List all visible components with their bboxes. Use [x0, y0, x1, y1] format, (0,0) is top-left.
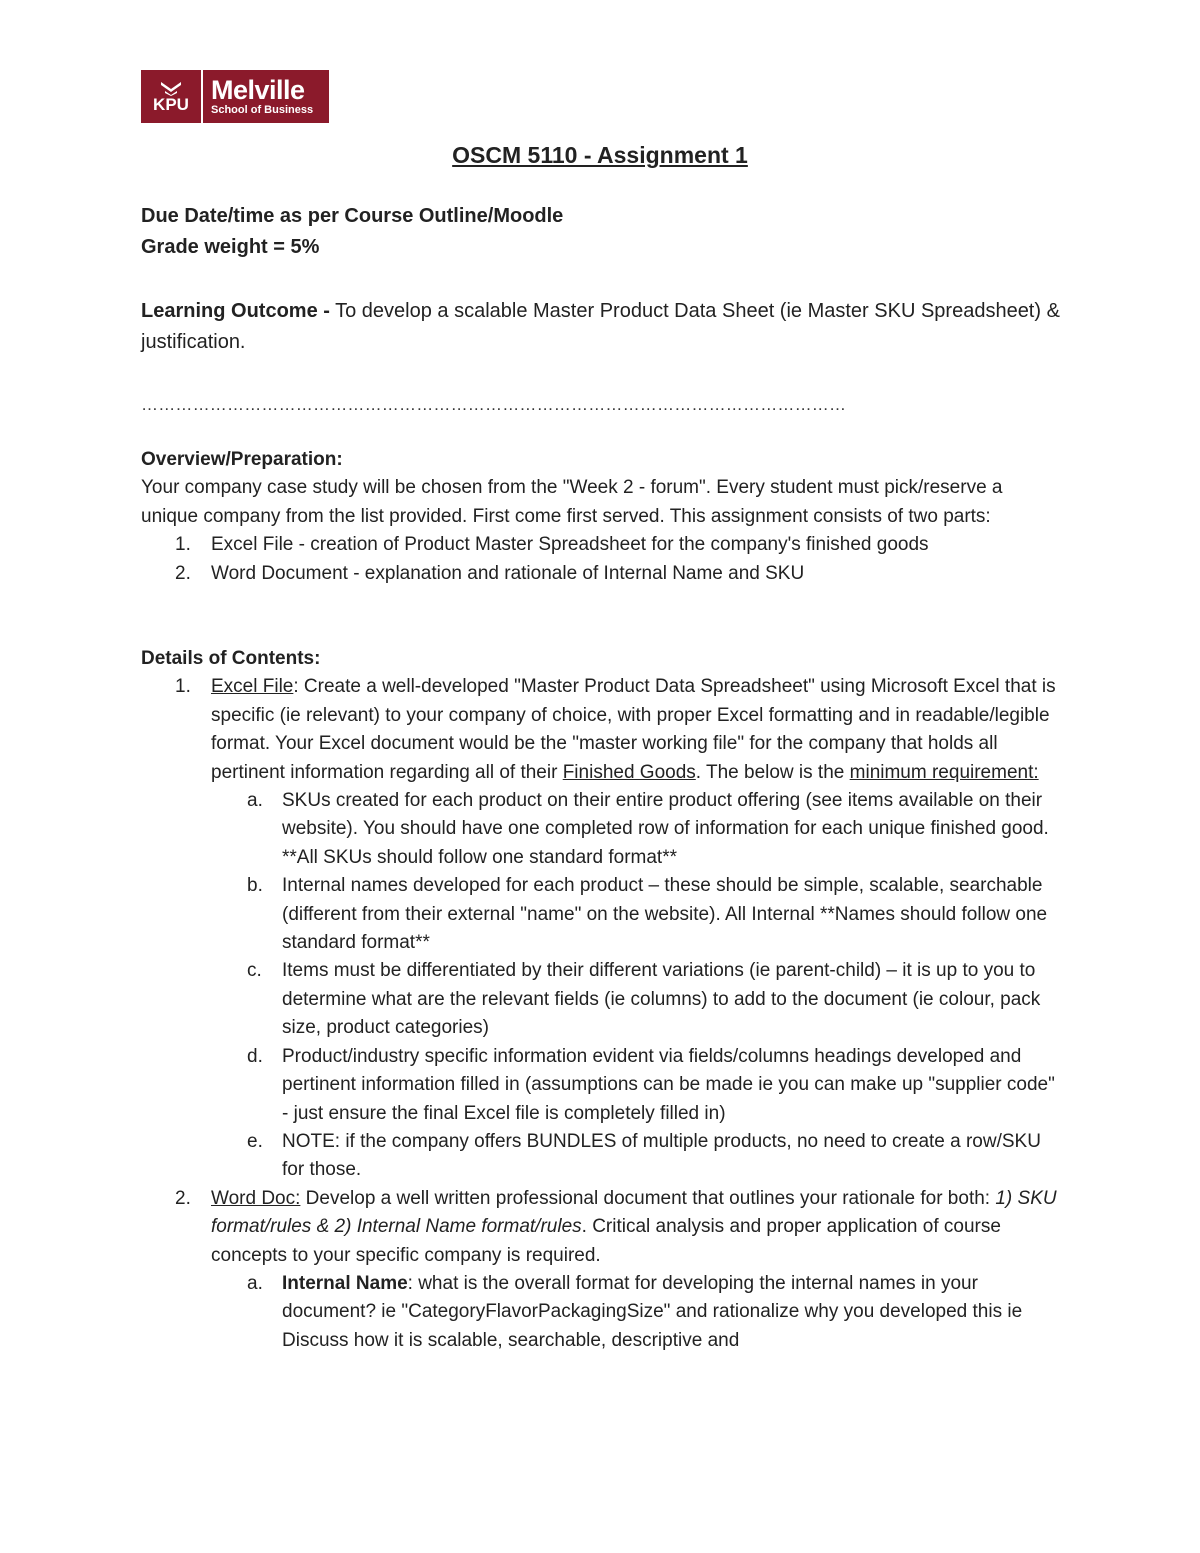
learning-outcome-label: Learning Outcome -	[141, 300, 330, 322]
list-text: Internal names developed for each product – these should be simple, scalable, searchable (different from their external "name" on the website). All Internal **Names should follow one standard format**	[282, 875, 1048, 954]
list-number: 2.	[175, 1187, 191, 1209]
list-text: : what is the overall format for developing the internal names in your document? ie "CategoryFlavorPackagingSize" and rationalize why you developed this ie Discuss how it is scalable, searchable, descriptive and	[282, 1272, 1023, 1351]
list-number: 2.	[175, 562, 191, 584]
sub-list-item	[141, 872, 1061, 957]
kpu-melville-logo	[141, 70, 329, 123]
due-date: Due Date/time as per Course Outline/Moodle	[141, 205, 564, 227]
list-text: Product/industry specific information evident via fields/columns headings developed and pertinent information filled in (assumptions can be made ie you can make up "supplier code" - just ensure the final Excel file is completely filled in)	[282, 1045, 1055, 1124]
list-letter: c.	[247, 960, 262, 982]
list-text: : Create a well-developed "Master Product Data Spreadsheet" using Microsoft Excel that is specific (ie relevant) to your company of choice, with proper Excel formatting and in readable/legible format. Your Excel document would be the "master working file" for the company that holds all pertinent information regarding all of their	[211, 676, 1056, 783]
list-letter: b.	[247, 875, 263, 897]
list-text: SKUs created for each product on their entire product offering (see items available on their website). You should have one completed row of information for each unique finished good. **All SKUs should follow one standard format**	[282, 790, 1049, 868]
list-letter: d.	[247, 1045, 263, 1067]
minimum-requirement-text: minimum requirement:	[849, 761, 1039, 783]
list-text: . The below is the	[695, 761, 850, 783]
list-text: Word Document - explanation and rationale of Internal Name and SKU	[211, 562, 805, 584]
details-heading: Details of Contents:	[141, 648, 321, 669]
list-number: 1.	[175, 676, 191, 698]
list-letter: a.	[247, 1272, 263, 1294]
list-text: Develop a well written professional document that outlines your rationale for both:	[300, 1187, 996, 1209]
word-doc-label: Word Doc:	[211, 1187, 301, 1209]
list-text: Items must be differentiated by their different variations (ie parent-child) – it is up to you to determine what are the relevant fields (ie columns) to add to the document (ie colour, pack size, product categories)	[282, 960, 1041, 1039]
dotted-divider: ……………………………………………………………………………………………………………	[141, 395, 847, 414]
list-text: NOTE: if the company offers BUNDLES of multiple products, no need to create a row/SKU for those.	[282, 1130, 1041, 1181]
list-item-word-doc	[141, 1185, 1061, 1270]
overview-text: Your company case study will be chosen from the "Week 2 - forum". Every student must pick/reserve a unique company from the list provided. First come first served. This assignment consists of two parts:	[141, 477, 1003, 527]
list-text: Excel File - creation of Product Master Spreadsheet for the company's finished goods	[211, 534, 929, 556]
grade-weight: Grade weight = 5%	[141, 236, 320, 258]
list-number: 1.	[175, 534, 191, 556]
kpu-bird-icon	[159, 80, 183, 96]
page-title: OSCM 5110 - Assignment 1	[452, 142, 748, 168]
details-section	[141, 645, 1061, 1355]
logo-name: Melville	[211, 75, 305, 105]
list-item	[141, 560, 1061, 588]
overview-section	[141, 446, 1061, 588]
format-rules-text: 1) SKU format/rules & 2) Internal Name format/rules	[211, 1187, 1057, 1238]
list-item-excel-file	[141, 673, 1061, 787]
sub-list-item	[141, 957, 1061, 1042]
logo-subtitle: School of Business	[211, 104, 314, 116]
learning-outcome-text: To develop a scalable Master Product Data Sheet (ie Master SKU Spreadsheet) & justification.	[141, 300, 1060, 353]
sub-list-item	[141, 1270, 1061, 1355]
finished-goods-text: Finished Goods	[562, 761, 696, 783]
sub-list-item	[141, 787, 1061, 872]
list-item	[141, 531, 1061, 559]
list-letter: a.	[247, 790, 263, 812]
internal-name-label: Internal Name	[282, 1272, 408, 1294]
logo-kpu-text: KPU	[153, 94, 189, 114]
sub-list-item	[141, 1128, 1061, 1185]
kpu-mark	[141, 70, 203, 123]
sub-list-item	[141, 1043, 1061, 1128]
learning-outcome	[141, 296, 1071, 358]
overview-heading: Overview/Preparation:	[141, 449, 343, 470]
list-text: . Critical analysis and proper application of course concepts to your specific company is required.	[211, 1216, 1001, 1266]
excel-file-label: Excel File	[211, 676, 294, 698]
list-letter: e.	[247, 1130, 263, 1152]
